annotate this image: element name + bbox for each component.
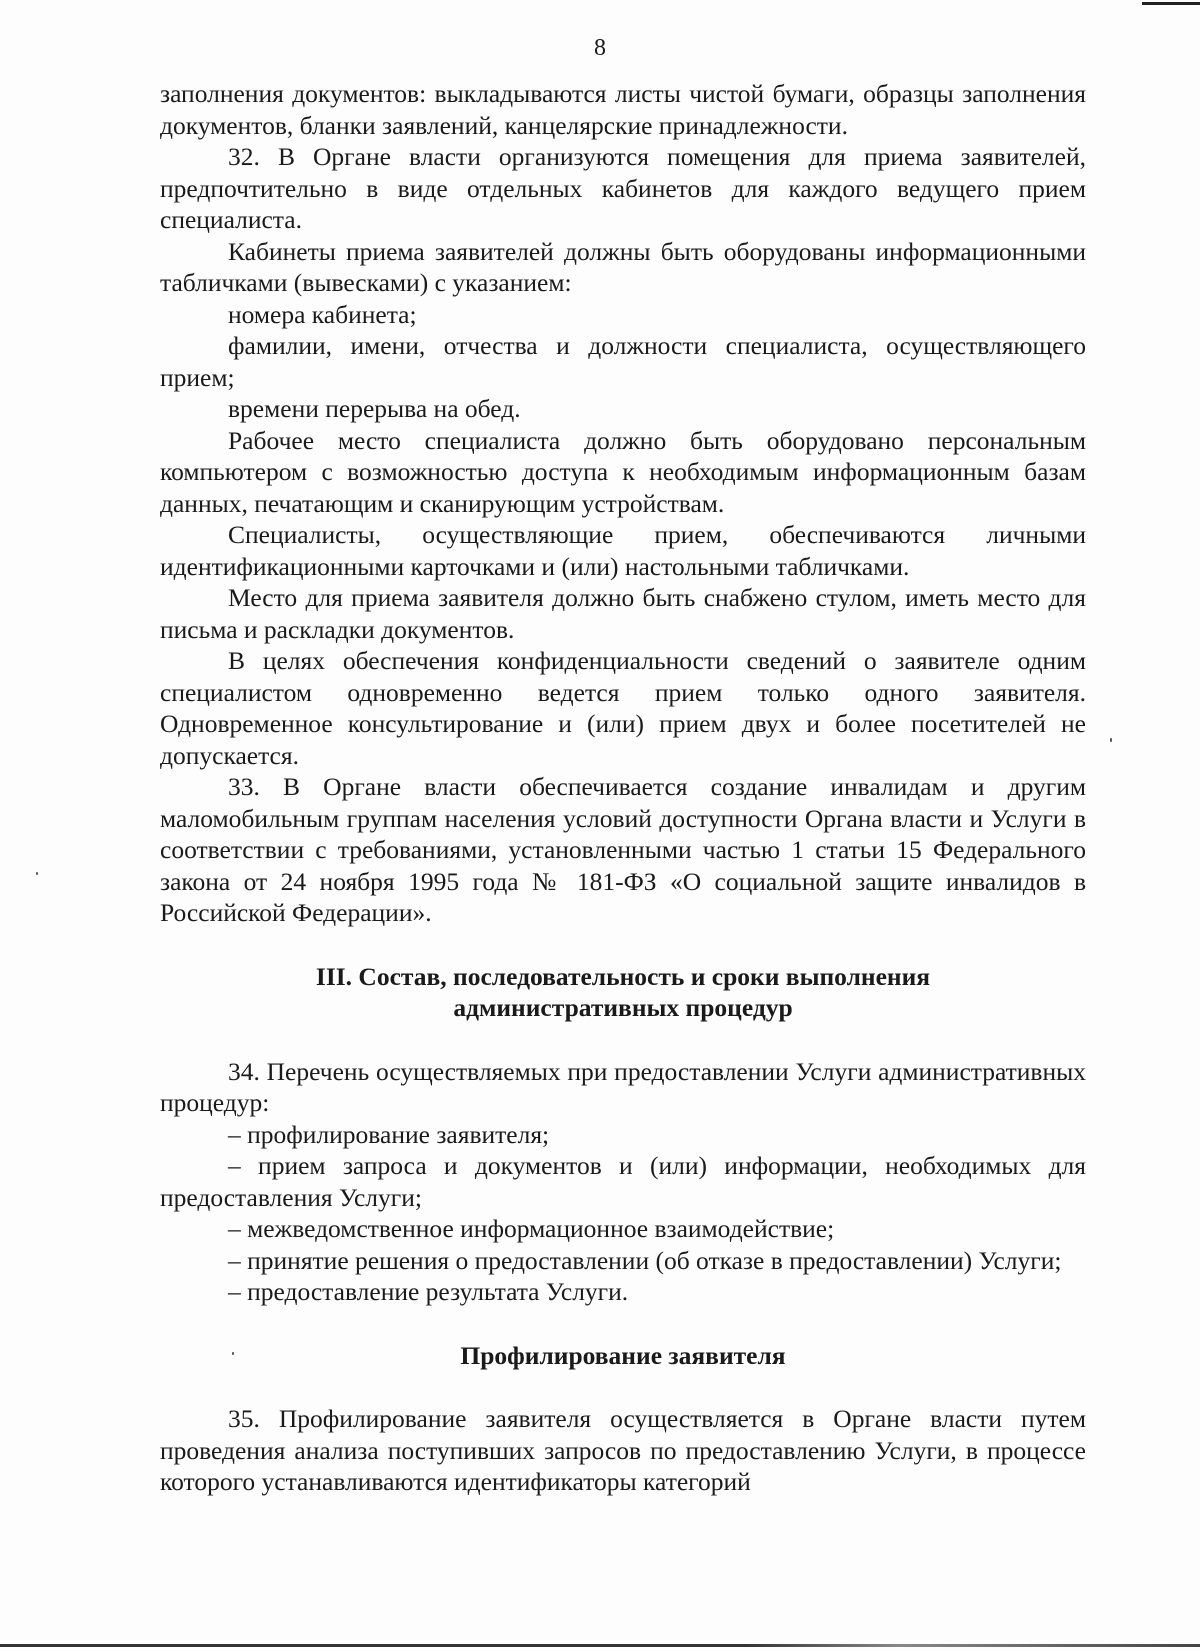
list-item-profiling: – профилирование заявителя; bbox=[228, 1119, 550, 1149]
scan-speck bbox=[232, 1352, 234, 1355]
paragraph-cabinets: Кабинеты приема заявителей должны быть оборудованы информационными табличками (вывесками) с указанием: bbox=[160, 236, 1086, 297]
list-item-specialist-name: фамилии, имени, отчества и должности специалиста, осуществляющего прием; bbox=[160, 331, 1086, 392]
list-item-decision: – принятие решения о предоставлении (об отказе в предоставлении) Услуги; bbox=[228, 1245, 1062, 1275]
paragraph-35: 35. Профилирование заявителя осуществляется в Органе власти путем проведения анализа поступивших запросов по предоставлению Услуги, в процессе которого устанавливаются идентификаторы категорий bbox=[160, 1404, 1086, 1496]
paragraph-continuation: заполнения документов: выкладываются листы чистой бумаги, образцы заполнения документов, бланки заявлений, канцелярские принадлежности. bbox=[160, 79, 1086, 140]
scan-speck bbox=[36, 872, 38, 875]
list-item-lunch-break: времени перерыва на обед. bbox=[228, 394, 521, 423]
list-item-cabinet-number: номера кабинета; bbox=[228, 299, 417, 329]
paragraph-id-cards: Специалисты, осуществляющие прием, обеспечиваются личными идентификационными карточками и (или) настольными табличками. bbox=[160, 520, 1086, 581]
list-item-interagency: – межведомственное информационное взаимодействие; bbox=[228, 1214, 835, 1243]
paragraph-33: 33. В Органе власти обеспечивается создание инвалидам и другим маломобильным группам населения условий доступности Органа власти и Услуги в соответствии с требованиями, установленными частью 1 статьи 15 Федерального закона от 24 ноября 1995 года № 181-ФЗ «О социальной защите инвалидов в Российской Федерации». bbox=[160, 772, 1086, 927]
paragraph-workplace: Рабочее место специалиста должно быть оборудовано персональным компьютером с возможностью доступа к необходимым информационным базам данных, печатающим и сканирующим устройствам. bbox=[160, 425, 1086, 518]
scan-speck bbox=[1110, 738, 1112, 742]
paragraph-34: 34. Перечень осуществляемых при предоставлении Услуги административных процедур: bbox=[160, 1056, 1086, 1117]
section-heading-line1: III. Состав, последовательность и сроки выполнения bbox=[315, 961, 931, 991]
section-heading-iii bbox=[160, 961, 1086, 1024]
document-body bbox=[160, 78, 1086, 1498]
subsection-heading-profiling: Профилирование заявителя bbox=[460, 1340, 786, 1370]
paragraph-reception-place: Место для приема заявителя должно быть снабжено стулом, иметь место для письма и раскладки документов. bbox=[160, 583, 1086, 644]
list-item-result: – предоставление результата Услуги. bbox=[228, 1277, 629, 1306]
paragraph-confidentiality: В целях обеспечения конфиденциальности сведений о заявителе одним специалистом одновременно ведется прием только одного заявителя. Одновременное консультирование и (или) прием двух и более посетителей не допускается. bbox=[160, 646, 1086, 770]
paragraph-32: 32. В Органе власти организуются помещения для приема заявителей, предпочтительно в виде отдельных кабинетов для каждого ведущего прием специалиста. bbox=[160, 142, 1086, 234]
list-item-request-intake: – прием запроса и документов и (или) информации, необходимых для предоставления Услуги; bbox=[160, 1151, 1086, 1212]
scan-edge-line-bottom bbox=[0, 1644, 1200, 1647]
section-heading-line2: административных процедур bbox=[453, 993, 793, 1022]
page-number: 8 bbox=[594, 35, 606, 61]
scan-edge-line-top bbox=[1142, 2, 1200, 5]
